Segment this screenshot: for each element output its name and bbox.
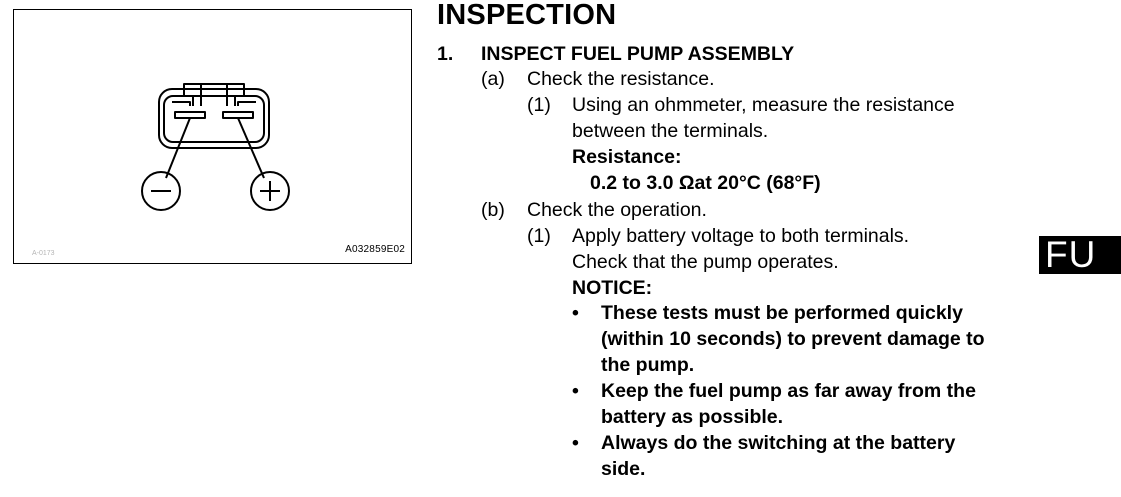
substep-b1-number: (1) xyxy=(527,225,551,247)
bullet-2-mark: • xyxy=(572,380,579,402)
step-1-number: 1. xyxy=(437,43,454,65)
figure-ghost-label: A-0173 xyxy=(32,250,55,257)
bullet-2-line2: battery as possible. xyxy=(601,406,784,428)
resistance-label: Resistance: xyxy=(572,146,682,168)
section-tab-fu: FU xyxy=(1039,236,1121,274)
page-heading: INSPECTION xyxy=(437,0,617,31)
bullet-3-line1: Always do the switching at the battery xyxy=(601,432,956,454)
bullet-1-line1: These tests must be performed quickly xyxy=(601,302,963,324)
substep-a1-line1: Using an ohmmeter, measure the resistance xyxy=(572,94,955,116)
substep-b-letter: (b) xyxy=(481,199,505,221)
substep-a1-number: (1) xyxy=(527,94,551,116)
bullet-1-line2: (within 10 seconds) to prevent damage to xyxy=(601,328,985,350)
bullet-3-line2: side. xyxy=(601,458,646,480)
bullet-1-line3: the pump. xyxy=(601,354,695,376)
resistance-value: 0.2 to 3.0 Ωat 20°C (68°F) xyxy=(590,172,821,194)
bullet-2-line1: Keep the fuel pump as far away from the xyxy=(601,380,976,402)
figure-code: A032859E02 xyxy=(345,244,405,255)
connector-illustration xyxy=(13,9,412,264)
substep-a1-line2: between the terminals. xyxy=(572,120,769,142)
fuel-pump-connector-drawing xyxy=(14,10,413,265)
substep-b1-line1: Apply battery voltage to both terminals. xyxy=(572,225,910,247)
substep-a-letter: (a) xyxy=(481,68,505,90)
step-1-title: INSPECT FUEL PUMP ASSEMBLY xyxy=(481,43,795,65)
terminal-slot-left xyxy=(175,112,205,118)
substep-b1-line2: Check that the pump operates. xyxy=(572,251,839,273)
notice-label: NOTICE: xyxy=(572,277,653,299)
terminal-slot-right xyxy=(223,112,253,118)
bullet-1-mark: • xyxy=(572,302,579,324)
substep-b-text: Check the operation. xyxy=(527,199,707,221)
bullet-3-mark: • xyxy=(572,432,579,454)
substep-a-text: Check the resistance. xyxy=(527,68,715,90)
